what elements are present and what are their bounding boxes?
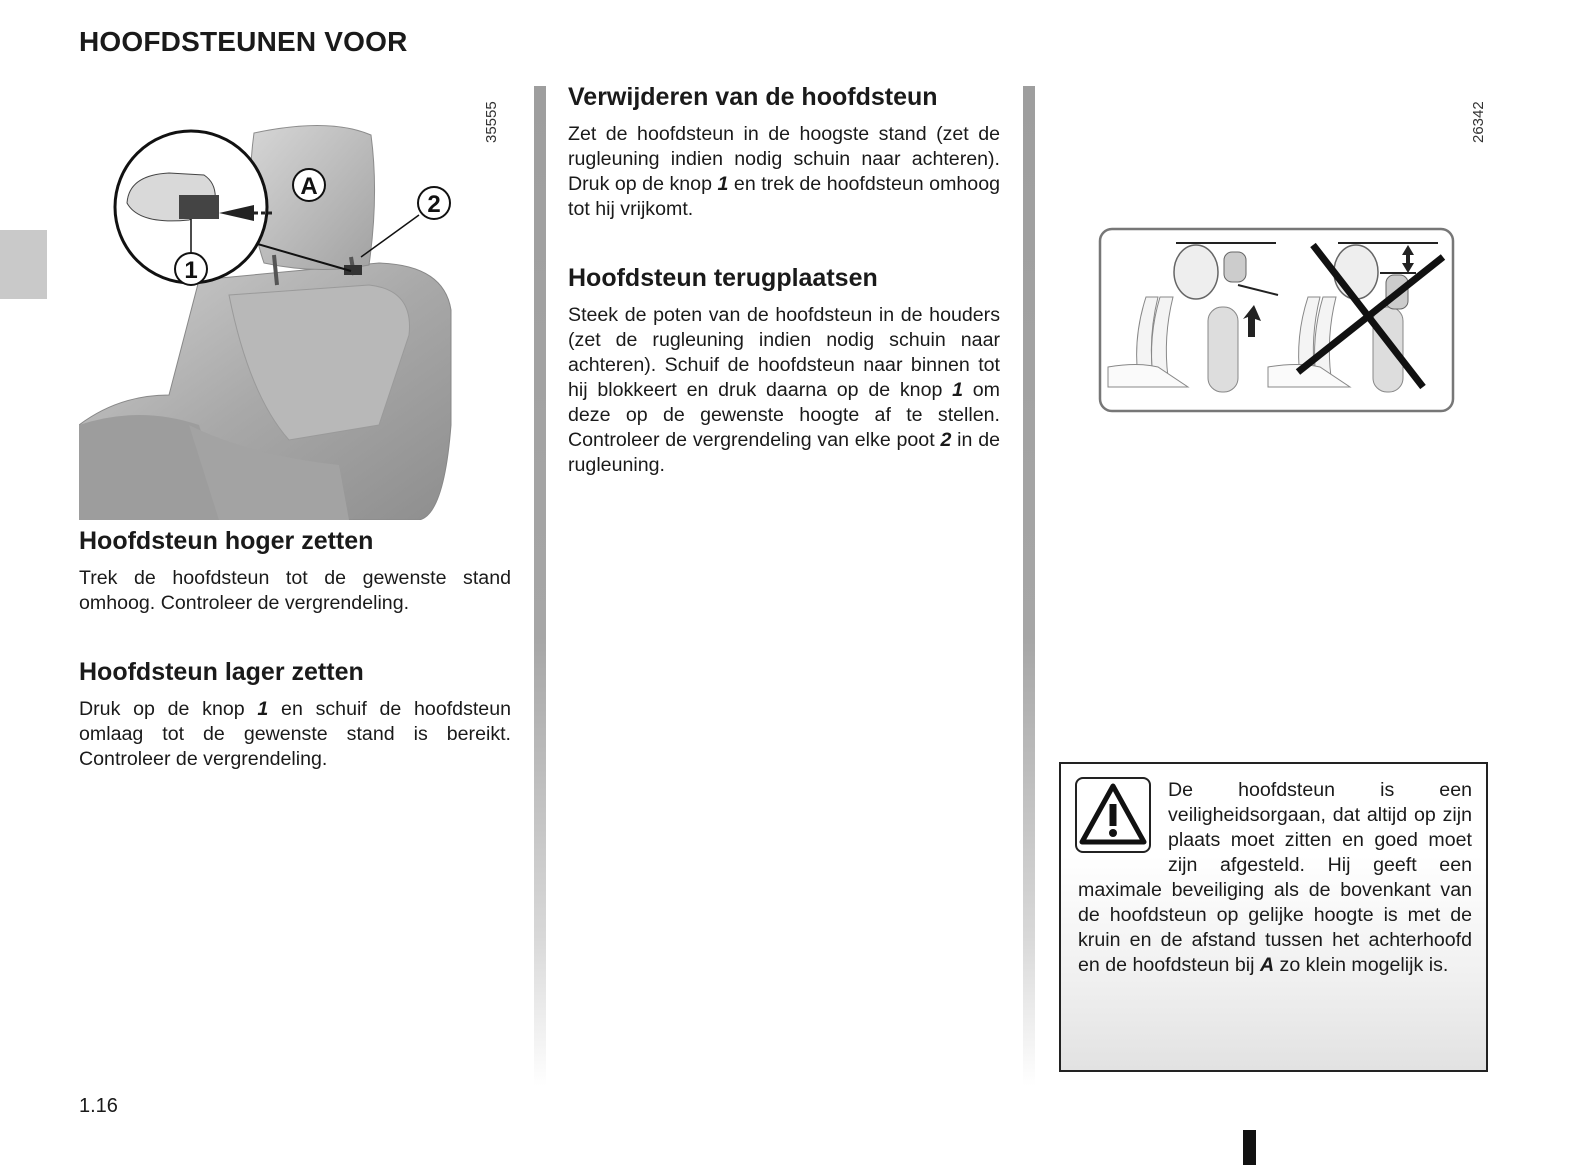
text-part: en trek de hoofdsteun omhoog tot hij vrijkomt. — [568, 173, 1000, 220]
figure-code-left: 35555 — [483, 101, 500, 143]
callout-1: 1 — [184, 257, 198, 284]
section-heading: Hoofdsteun lager zetten — [79, 658, 364, 686]
section-refit — [568, 263, 1000, 478]
chapter-tab-marker — [0, 230, 47, 299]
section-text — [568, 303, 1000, 478]
seat-headrest-illustration — [79, 95, 499, 520]
page-number: 1.16 — [79, 1095, 118, 1117]
section-heading: Verwijderen van de hoofdsteun — [568, 83, 938, 111]
page-edge-marker — [1243, 1130, 1256, 1165]
headrest-position-illustration — [1098, 227, 1455, 413]
section-remove — [568, 82, 1000, 222]
text-part: zo klein mogelijk is. — [1274, 954, 1449, 976]
text-part: De hoofdsteun is een veiligheidsorgaan, dat altijd op zijn plaats moet zitten en goed moet zijn afgesteld. Hij geeft een maximale beveiliging als de bovenkant van de hoofdsteun op gelijke hoogte is met de kruin en de afstand tussen het achterhoofd en de hoofdsteun bij — [1078, 779, 1472, 976]
warning-text — [1078, 778, 1472, 978]
reference-number: 1 — [257, 698, 269, 720]
text-part: om deze op de gewenste hoogte af te stellen. Controleer de vergrendeling van elke poot — [568, 379, 1001, 451]
headrest-position-drawing — [1098, 227, 1455, 413]
section-heading: Hoofdsteun terugplaatsen — [568, 264, 878, 292]
column-divider — [534, 86, 546, 1086]
text-part: en schuif de hoofdsteun omlaag tot de gewenste stand is bereikt. Controleer de vergrendeling. — [79, 698, 511, 770]
text-part: Druk op de knop — [79, 698, 258, 720]
page-title: HOOFDSTEUNEN VOOR — [79, 26, 408, 57]
section-lower — [79, 657, 511, 772]
seat-headrest-drawing — [79, 95, 499, 520]
reference-number: 1 — [717, 173, 729, 195]
text-part: Zet de hoofdsteun in de hoogste stand (zet de rugleuning indien nodig schuin naar achteren). Druk op de knop — [568, 123, 1000, 195]
text-part: Steek de poten van de hoofdsteun in de houders (zet de rugleuning indien nodig schuin naar achteren). Schuif de hoofdsteun naar binnen tot hij blokkeert en druk daarna op de knop — [568, 304, 1000, 401]
figure-code-right: 26342 — [1470, 101, 1487, 143]
section-text: Trek de hoofdsteun tot de gewenste stand omhoog. Controleer de vergrendeling. — [79, 567, 511, 614]
reference-letter: A — [1259, 954, 1275, 976]
callout-a: A — [300, 173, 318, 200]
text-part: in de rugleuning. — [568, 429, 1000, 476]
callout-2: 2 — [427, 191, 441, 218]
reference-number: 2 — [940, 429, 952, 451]
section-raise — [79, 526, 511, 616]
safety-warning-box — [1059, 762, 1488, 1072]
section-heading: Hoofdsteun hoger zetten — [79, 527, 374, 555]
column-divider — [1023, 86, 1035, 1086]
reference-number: 1 — [952, 379, 964, 401]
section-text — [79, 697, 511, 772]
section-text — [568, 122, 1000, 222]
